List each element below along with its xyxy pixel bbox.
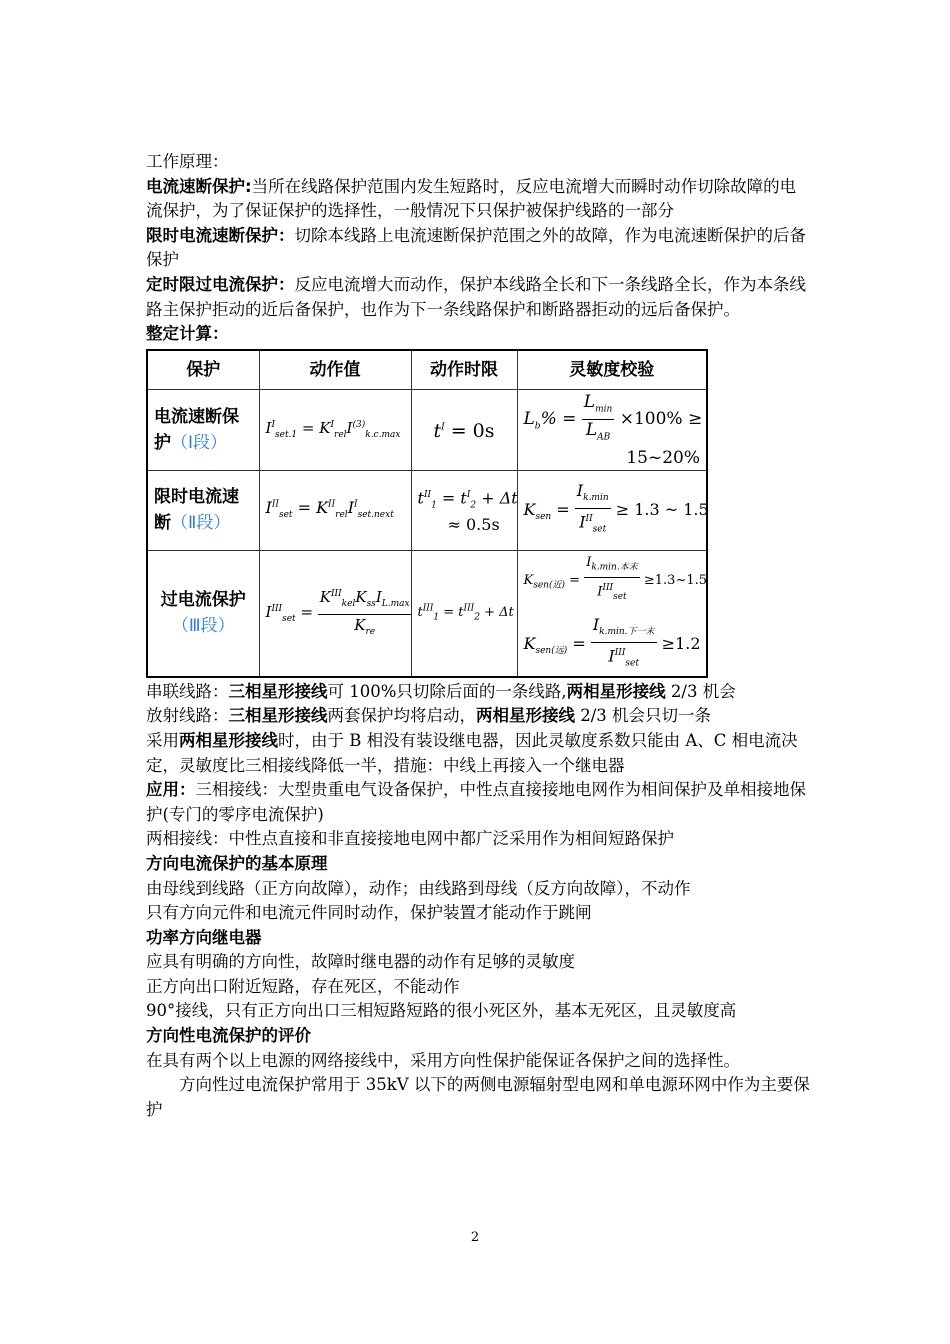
- principle-text: 反应电流增大而动作，保护本线路全长和下一条线路全长，作为本条线路主保护拒动的近后备保护，也作为下一条线路保护和断路器拒动的远后备保护。: [146, 274, 806, 319]
- bold-term: 方向电流保护的基本原理: [146, 853, 328, 873]
- body-text: 时，由于 B 相没有装设继电器，因此灵敏度系数只能由 A、C 相电流决定，灵敏度比三相接线降低一半，措施：中线上再接入一个继电器: [146, 730, 798, 775]
- bold-term: 方向性电流保护的评价: [146, 1026, 311, 1046]
- body-paragraph: [146, 901, 810, 926]
- principle-paragraph: [146, 273, 810, 322]
- table-row: [147, 550, 707, 677]
- calc-heading: 整定计算：: [146, 324, 229, 344]
- body-paragraph: [146, 975, 810, 1000]
- body-text: 应具有明确的方向性，故障时继电器的动作有足够的灵敏度: [146, 952, 575, 972]
- principle-text: 当所在线路保护范围内发生短路时，反应电流增大而瞬时动作切除故障的电流保护，为了保证保护的选择性，一般情况下只保护被保护线路的一部分: [146, 176, 797, 221]
- body-paragraph: [146, 778, 810, 827]
- header-sensitivity: 灵敏度校验: [517, 350, 707, 390]
- formula-action-time: [411, 389, 517, 470]
- formula-sensitivity: [517, 470, 707, 550]
- body-text: 采用: [146, 730, 179, 750]
- formula: $t^I = 0s$: [433, 419, 495, 442]
- body-text: 两相接线：中性点直接和非直接接地电网中都广泛采用作为相间短路保护: [146, 829, 674, 849]
- table-header-row: [147, 350, 707, 390]
- body-text: 串联线路：: [146, 681, 229, 701]
- formula-sensitivity: [517, 550, 707, 677]
- bold-term: 两相星形接线: [179, 730, 278, 750]
- document-page: [146, 150, 810, 1122]
- bold-term: 功率方向继电器: [146, 927, 262, 947]
- formula: $I^{III}_{set}$ = $\frac{K^{III}_{kel}K_{ss}I_{L.max}}{K_{re}}$: [266, 603, 412, 621]
- body-text: 可 100%只切除后面的一条线路,: [327, 681, 567, 701]
- formula-action-value: [259, 550, 411, 677]
- formula-action-value: [259, 389, 411, 470]
- sensitivity-range: 15~20%: [626, 447, 700, 468]
- body-text: 只有方向元件和电流元件同时动作，保护装置才能动作于跳闸: [146, 903, 592, 923]
- header-protection: 保护: [147, 350, 259, 390]
- body-text: 三相接线：大型贵重电气设备保护，中性点直接接地电网作为相间保护及单相接地保护(专门的零序电流保护): [146, 780, 806, 824]
- principle-term: 电流速断保护:: [146, 176, 252, 196]
- intro-heading: 工作原理：: [146, 152, 229, 171]
- header-action-value: 动作值: [259, 350, 411, 390]
- body-text: 90°接线，只有正方向出口三相短路短路的很小死区外，基本无死区，且灵敏度高: [146, 1001, 737, 1021]
- bold-term: 两相星形接线: [566, 681, 666, 701]
- body-text: 2/3 机会只切一条: [575, 706, 712, 726]
- row-name-text: 过电流保护: [160, 590, 246, 611]
- formula-far: $K_{sen(远)}$ = $\frac{I_{k.min.下一末}}{I^{III}_{set}}$ ≥1.2: [523, 615, 701, 669]
- row-segment: （Ⅰ段）: [171, 432, 228, 453]
- formula: $K_{sen}$ = $\frac{I_{k.min}}{I^{II}_{set}}$ ≥ 1.3 ~ 1.5: [523, 480, 709, 535]
- row-name-text: 电流速断保护: [154, 406, 239, 453]
- body-paragraph: [146, 1049, 810, 1074]
- table-row: [147, 389, 707, 470]
- body-paragraph: [146, 999, 810, 1024]
- header-action-time: 动作时限: [411, 350, 517, 390]
- body-paragraph: [146, 1024, 810, 1049]
- row-name: [147, 389, 259, 470]
- formula-action-value: [259, 470, 411, 550]
- body-text: 正方向出口附近短路，存在死区，不能动作: [146, 976, 460, 996]
- body-paragraph: [146, 950, 810, 975]
- body-paragraph: [146, 704, 810, 729]
- body-text: 在具有两个以上电源的网络接线中，采用方向性保护能保证各保护之间的选择性。: [146, 1050, 740, 1070]
- body-text: 方向性过电流保护常用于 35kV 以下的两侧电源辐射型电网和单电源环网中作为主要保护: [146, 1075, 810, 1119]
- bold-term: 三相星形接线: [228, 681, 328, 701]
- body-paragraph: [146, 877, 810, 902]
- settling-calculation-table: [146, 349, 708, 678]
- formula: $t^{II}_1 = t^I_2 + \Delta t$: [417, 488, 518, 511]
- body-paragraph: [146, 926, 810, 951]
- page-number: 2: [470, 1230, 480, 1245]
- principle-text: 切除本线路上电流速断保护范围之外的故障，作为电流速断保护的后备保护: [146, 225, 806, 270]
- principles-list: [146, 175, 810, 323]
- body-paragraph: [146, 680, 810, 705]
- formula: $I^{II}_{set} = K^{II}_{rel}I^I_{set.next}$: [265, 498, 394, 521]
- time-approx: ≈ 0.5s: [447, 515, 500, 535]
- body-paragraph: [146, 827, 810, 852]
- body-text: 2/3 机会: [665, 681, 736, 701]
- body-paragraph: [146, 729, 810, 778]
- bold-term: 两相星形接线: [476, 706, 575, 726]
- principle-paragraph: [146, 175, 810, 224]
- bold-term: 三相星形接线: [228, 706, 328, 726]
- body-paragraph: [146, 1073, 810, 1122]
- formula-near: $K_{sen(近)}$ = $\frac{I_{k.min.本末}}{I^{III}_{set}}$ ≥1.3~1.5: [523, 554, 708, 603]
- formula: $I^I_{set.1} = K^I_{rel}I^{(3)}_{k.c.max}$: [265, 418, 401, 440]
- table-row: [147, 470, 707, 550]
- formula: $t^{III}_1 = t^{III}_2 + \Delta t$: [417, 603, 514, 623]
- body-text: 由母线到线路（正方向故障），动作；由线路到母线（反方向故障），不动作: [146, 878, 691, 898]
- body-paragraph: [146, 852, 810, 877]
- formula: $L_b\%$ = $\frac{L_{min}}{L_{AB}}$ ×100% ≥: [523, 391, 703, 443]
- row-segment: （Ⅱ段）: [171, 513, 231, 534]
- body-text: 两套保护均将启动，: [327, 706, 476, 726]
- principle-term: 限时电流速断保护：: [146, 225, 295, 245]
- row-name-text: 限时电流速断: [154, 487, 239, 534]
- principle-paragraph: [146, 224, 810, 273]
- row-segment: （Ⅲ段）: [171, 616, 235, 637]
- principle-term: 定时限过电流保护：: [146, 274, 295, 294]
- bold-term: 应用：: [146, 780, 196, 800]
- formula-sensitivity: [517, 389, 707, 470]
- formula-action-time: [411, 470, 517, 550]
- formula-action-time: [411, 550, 517, 677]
- body-lines: [146, 680, 810, 1123]
- row-name: [147, 550, 259, 677]
- row-name: [147, 470, 259, 550]
- body-text: 放射线路：: [146, 706, 229, 726]
